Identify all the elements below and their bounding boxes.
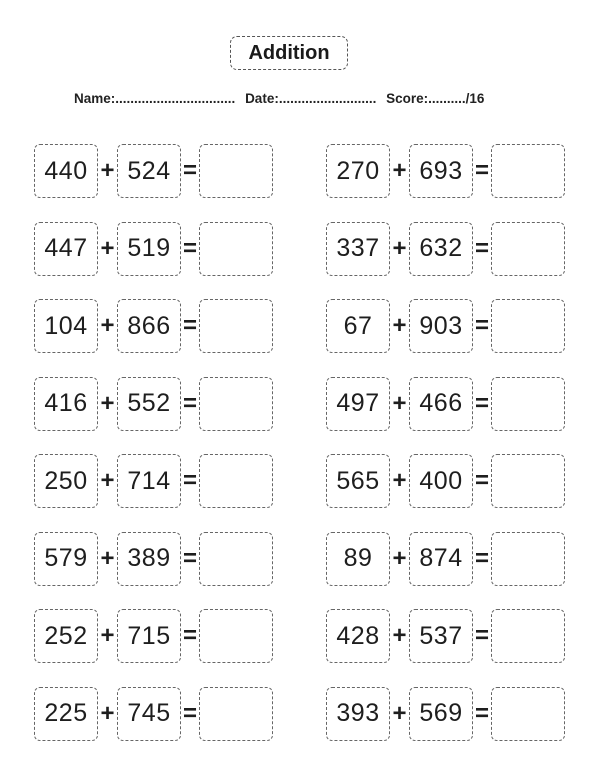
equals-sign: = [182,544,197,572]
answer-box[interactable] [491,222,565,276]
plus-sign: + [100,157,115,184]
plus-sign: + [100,234,115,262]
plus-sign: + [392,234,407,262]
answer-box[interactable] [199,687,273,741]
plus-sign: + [392,389,407,417]
addend-second: 466 [409,377,473,431]
problem-row-left-8 [34,687,279,743]
worksheet-title: Addition [230,36,348,70]
name-field: Name:................................ [74,91,236,106]
plus-sign: + [392,699,407,727]
problem-row-right-5 [326,454,571,510]
answer-box[interactable] [491,299,565,353]
plus-sign: + [100,622,115,649]
addend-first: 393 [326,687,390,741]
answer-box[interactable] [199,454,273,508]
plus-sign: + [100,467,115,494]
problem-row-left-7 [34,609,279,665]
addend-second: 866 [117,299,181,353]
addend-first: 270 [326,144,390,198]
addend-first: 565 [326,454,390,508]
score-field: Score:........../16 [386,91,485,106]
plus-sign: + [392,467,407,494]
addend-second: 519 [117,222,181,276]
equals-sign: = [474,699,489,727]
plus-sign: + [100,312,115,339]
addend-first: 428 [326,609,390,663]
answer-box[interactable] [491,377,565,431]
problem-row-right-3 [326,299,571,355]
plus-sign: + [100,544,115,572]
addend-second: 903 [409,299,473,353]
equals-sign: = [182,467,197,494]
addend-second: 389 [117,532,181,586]
addend-first: 89 [326,532,390,586]
equals-sign: = [474,544,489,572]
equals-sign: = [474,312,489,339]
problem-row-right-1 [326,144,571,200]
addend-second: 552 [117,377,181,431]
addend-second: 632 [409,222,473,276]
problem-row-left-5 [34,454,279,510]
addend-second: 569 [409,687,473,741]
answer-box[interactable] [491,454,565,508]
addend-second: 714 [117,454,181,508]
addend-first: 225 [34,687,98,741]
problem-row-right-4 [326,377,571,433]
plus-sign: + [392,622,407,649]
answer-box[interactable] [199,299,273,353]
addend-second: 537 [409,609,473,663]
answer-box[interactable] [199,377,273,431]
plus-sign: + [100,699,115,727]
equals-sign: = [182,389,197,417]
equals-sign: = [182,622,197,649]
problem-row-left-6 [34,532,279,588]
problem-row-right-2 [326,222,571,278]
equals-sign: = [182,157,197,184]
problem-row-left-1 [34,144,279,200]
addend-second: 745 [117,687,181,741]
answer-box[interactable] [491,532,565,586]
plus-sign: + [100,389,115,417]
problem-row-right-8 [326,687,571,743]
answer-box[interactable] [199,144,273,198]
addend-second: 874 [409,532,473,586]
addend-first: 447 [34,222,98,276]
equals-sign: = [474,467,489,494]
answer-box[interactable] [199,532,273,586]
problem-row-left-3 [34,299,279,355]
answer-box[interactable] [491,144,565,198]
addend-first: 337 [326,222,390,276]
answer-box[interactable] [491,609,565,663]
equals-sign: = [182,234,197,262]
answer-box[interactable] [199,222,273,276]
answer-box[interactable] [199,609,273,663]
date-field: Date:.......................... [245,91,377,106]
equals-sign: = [474,157,489,184]
addend-first: 252 [34,609,98,663]
addend-first: 497 [326,377,390,431]
addend-second: 524 [117,144,181,198]
problem-row-right-6 [326,532,571,588]
equals-sign: = [474,389,489,417]
addend-first: 579 [34,532,98,586]
addend-first: 250 [34,454,98,508]
equals-sign: = [474,234,489,262]
problem-row-left-2 [34,222,279,278]
addend-second: 693 [409,144,473,198]
header-fields [74,91,544,106]
addend-first: 416 [34,377,98,431]
addend-first: 104 [34,299,98,353]
problem-row-right-7 [326,609,571,665]
addend-first: 440 [34,144,98,198]
addend-first: 67 [326,299,390,353]
equals-sign: = [474,622,489,649]
equals-sign: = [182,699,197,727]
plus-sign: + [392,544,407,572]
equals-sign: = [182,312,197,339]
addend-second: 715 [117,609,181,663]
addend-second: 400 [409,454,473,508]
answer-box[interactable] [491,687,565,741]
problem-row-left-4 [34,377,279,433]
plus-sign: + [392,312,407,339]
plus-sign: + [392,157,407,184]
